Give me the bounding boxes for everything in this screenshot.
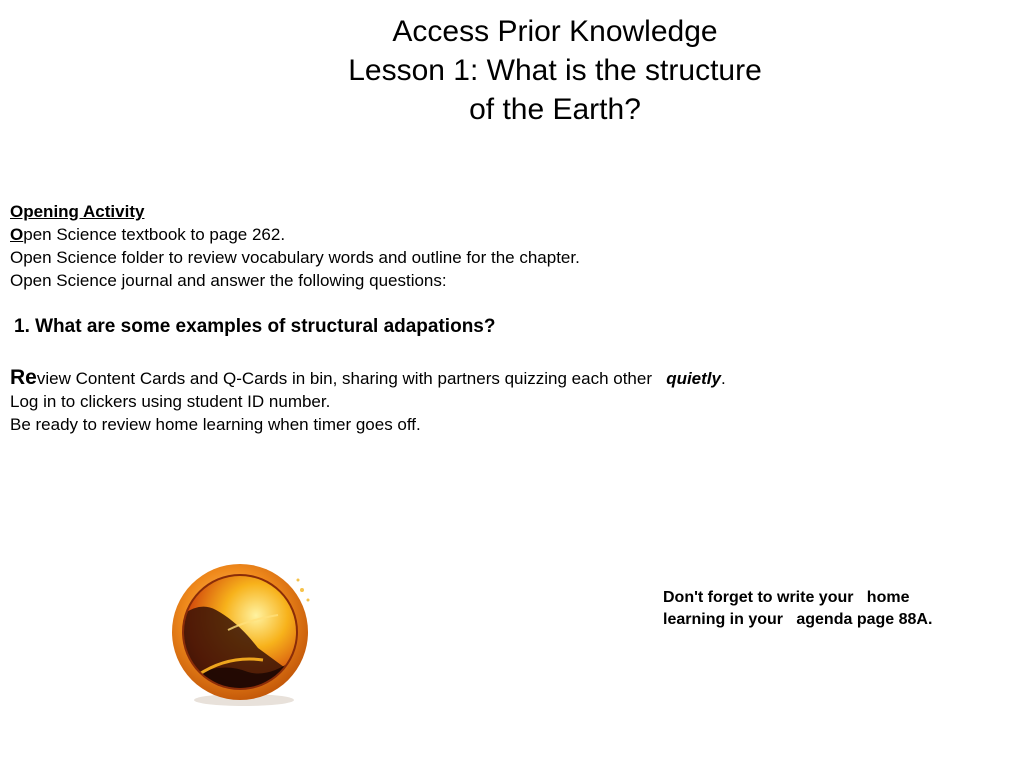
reminder-line-2: learning in your agenda page 88A.	[663, 611, 933, 628]
opening-line-2: Open Science folder to review vocabulary words and outline for the chapter.	[10, 248, 580, 267]
slide-title	[300, 12, 810, 129]
review-end: .	[720, 369, 726, 388]
review-rest: view Content Cards and Q-Cards in bin, sharing with partners quizzing each other	[36, 369, 653, 388]
title-line-3: of the Earth?	[469, 93, 641, 126]
opening-line-1	[10, 223, 580, 246]
question-1: 1. What are some examples of structural adapations?	[14, 316, 496, 337]
review-line-2: Log in to clickers using student ID number.	[10, 392, 331, 411]
title-line-2: Lesson 1: What is the structure	[348, 54, 762, 87]
title-line-1: Access Prior Knowledge	[392, 15, 718, 48]
review-initial: Re	[10, 366, 37, 389]
reminder-line-1: Don't forget to write your home	[663, 589, 910, 606]
review-instructions	[10, 366, 726, 436]
review-line-3: Be ready to review home learning when timer goes off.	[10, 415, 421, 434]
home-learning-reminder	[663, 587, 932, 631]
review-emphasis: quietly	[666, 369, 721, 388]
opening-activity	[10, 200, 580, 292]
opening-line-1-rest: pen Science textbook to page 262.	[23, 225, 286, 244]
opening-line-3: Open Science journal and answer the following questions:	[10, 271, 447, 290]
review-line-1	[10, 366, 726, 390]
volcano-lava-icon	[168, 560, 318, 710]
opening-line-1-initial: O	[10, 225, 24, 244]
opening-activity-heading: Opening Activity	[10, 202, 145, 221]
